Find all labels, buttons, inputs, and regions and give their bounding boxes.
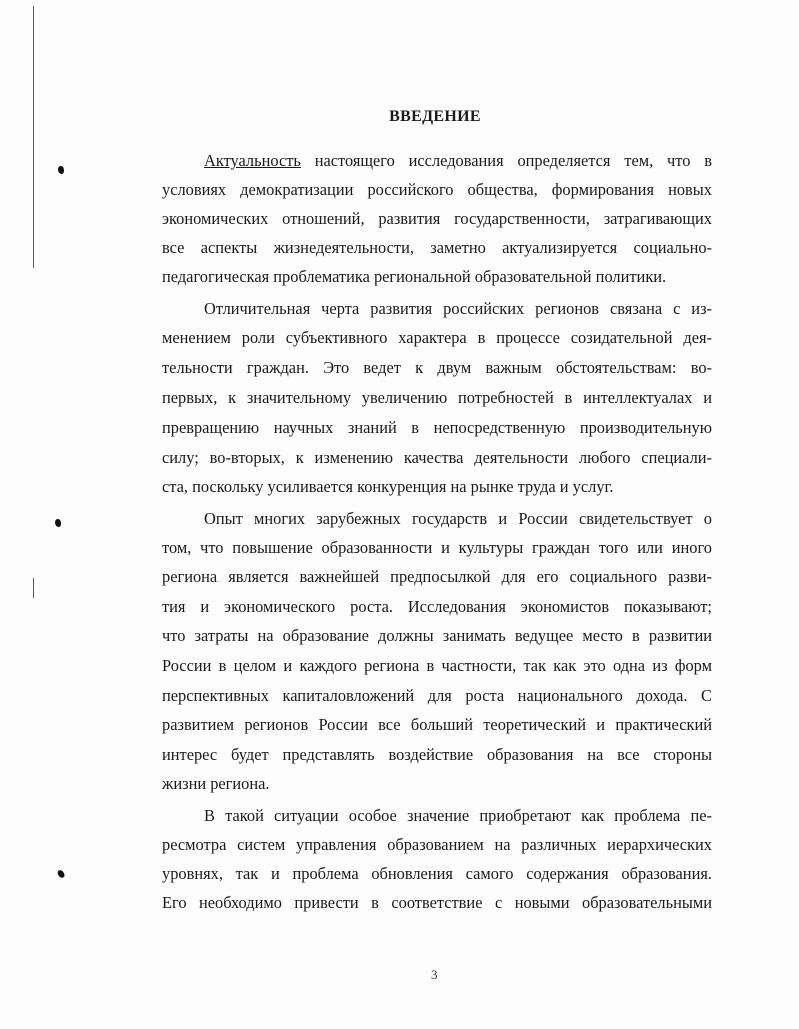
paragraph-3-line-2: том, что повышение образованности и культуры граждан того или иного <box>162 538 712 557</box>
paragraph-2-line-2: менением роли субъективного характера в процессе созидательной дея- <box>162 328 712 347</box>
scan-edge-line <box>33 578 34 598</box>
paragraph-2-line-4: первых, к значительному увеличению потребностей в интеллектуалах и <box>162 388 712 407</box>
paragraph-4-line-3: уровнях, так и проблема обновления самого содержания образования. <box>162 864 712 883</box>
paragraph-1-line-4: все аспекты жизнедеятельности, заметно актуализируется социально- <box>162 238 712 257</box>
paragraph-3-line-3: региона является важнейшей предпосылкой для его социального разви- <box>162 567 712 586</box>
page-number: 3 <box>431 967 438 982</box>
paragraph-1-line-3: экономических отношений, развития государственности, затрагивающих <box>162 209 712 228</box>
paragraph-4-line-4: Его необходимо привести в соответствие с новыми образовательными <box>162 893 712 912</box>
paragraph-3-line-6: России в целом и каждого региона в частности, так как это одна из форм <box>162 656 712 675</box>
paragraph-2-line-7: ста, поскольку усиливается конкуренция на рынке труда и услуг. <box>162 477 614 496</box>
paragraph-3-line-4: тия и экономического роста. Исследования экономистов показывают; <box>162 597 712 616</box>
paragraph-4-line-2: ресмотра систем управления образованием на различных иерархических <box>162 835 712 854</box>
paragraph-3-line-9: интерес будет представлять воздействие образования на все стороны <box>162 745 712 764</box>
punch-hole-mark <box>55 519 61 527</box>
paragraph-2-line-1: Отличительная черта развития российских регионов связана с из- <box>204 299 712 318</box>
paragraph-3-line-5: что затраты на образование должны занимать ведущее место в развитии <box>162 626 712 645</box>
paragraph-4-line-1: В такой ситуации особое значение приобретают как проблема пе- <box>204 806 712 825</box>
scan-edge-line <box>33 6 34 268</box>
paragraph-2-line-5: превращению научных знаний в непосредственную производительную <box>162 418 712 437</box>
paragraph-1-line-1-rest: настоящего исследования определяется тем, что в <box>300 151 712 170</box>
paragraph-1-line-1 <box>204 151 712 171</box>
paragraph-3-line-7: перспективных капиталовложений для роста национального дохода. С <box>162 686 712 705</box>
punch-hole-mark <box>58 166 64 174</box>
paragraph-2-line-3: тельности граждан. Это ведет к двум важным обстоятельствам: во- <box>162 358 712 377</box>
paragraph-3-line-8: развитием регионов России все больший теоретический и практический <box>162 715 712 734</box>
punch-hole-mark <box>57 869 66 879</box>
paragraph-3-line-1: Опыт многих зарубежных государств и России свидетельствует о <box>204 509 712 528</box>
keyword-actuality: Актуальность <box>204 151 301 170</box>
page-title: ВВЕДЕНИЕ <box>389 108 481 125</box>
paragraph-2-line-6: силу; во-вторых, к изменению качества деятельности любого специали- <box>162 448 712 467</box>
paragraph-1-line-2: условиях демократизации российского общества, формирования новых <box>162 180 712 199</box>
paragraph-3-line-10: жизни региона. <box>162 774 270 793</box>
paragraph-1-line-5: педагогическая проблематика региональной образовательной политики. <box>162 267 667 286</box>
